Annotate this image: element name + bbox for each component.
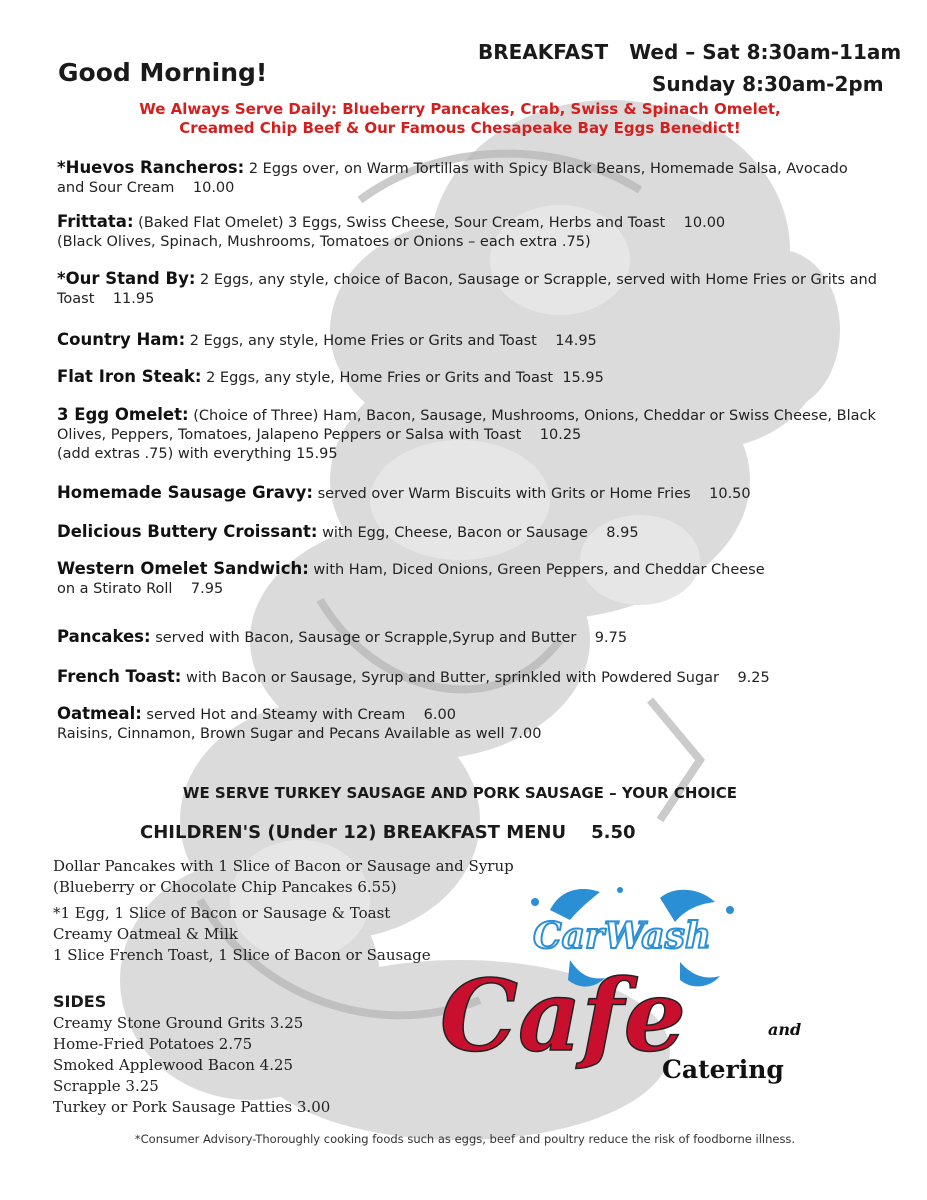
item-desc: served over Warm Biscuits with Grits or Home Fries xyxy=(313,486,691,502)
item-name: *Our Stand By: xyxy=(57,269,196,288)
breakfast-hours-sunday: Sunday 8:30am-2pm xyxy=(652,72,884,96)
item-desc: (Choice of Three) Ham, Bacon, Sausage, Mushrooms, Onions, Cheddar or Swiss Cheese, Black Olives, Peppers, Tomatoes, Jalapeno Peppers or Salsa with Toast xyxy=(57,408,876,443)
item-price: 10.00 xyxy=(192,180,235,196)
kids-item-line: *1 Egg, 1 Slice of Bacon or Sausage & Toast xyxy=(53,904,391,922)
sausage-notice: WE SERVE TURKEY SAUSAGE AND PORK SAUSAGE – YOUR CHOICE xyxy=(182,784,738,802)
item-price: 10.25 xyxy=(539,427,582,443)
item-name: *Huevos Rancheros: xyxy=(57,158,245,177)
item-name: French Toast: xyxy=(57,667,182,686)
side-item: Creamy Stone Ground Grits 3.25 xyxy=(53,1014,304,1032)
menu-item-frittata xyxy=(57,212,877,252)
side-item: Smoked Applewood Bacon 4.25 xyxy=(53,1056,294,1074)
menu-item-french-toast xyxy=(57,667,877,688)
item-price: 10.00 xyxy=(683,215,726,231)
item-name: Delicious Buttery Croissant: xyxy=(57,522,318,541)
menu-item-western-omelet-sandwich xyxy=(57,559,877,599)
item-desc: 2 Eggs, any style, Home Fries or Grits and Toast xyxy=(185,333,537,349)
item-desc: served with Bacon, Sausage or Scrapple,Syrup and Butter xyxy=(150,630,577,646)
daily-specials-line2: Creamed Chip Beef & Our Famous Chesapeake Bay Eggs Benedict! xyxy=(179,119,741,137)
kids-items-more xyxy=(53,903,431,966)
item-name: Frittata: xyxy=(57,212,134,231)
menu-item-pancakes xyxy=(57,627,877,648)
menu-item-huevos-rancheros xyxy=(57,158,877,198)
daily-specials xyxy=(100,100,820,138)
greeting-title: Good Morning! xyxy=(58,58,268,87)
menu-item-croissant xyxy=(57,522,877,543)
item-desc: with Bacon or Sausage, Syrup and Butter, sprinkled with Powdered Sugar xyxy=(181,670,719,686)
item-desc: (Baked Flat Omelet) 3 Eggs, Swiss Cheese, Sour Cream, Herbs and Toast xyxy=(133,215,666,231)
logo-script-text: Cafe xyxy=(440,959,687,1074)
side-item: Turkey or Pork Sausage Patties 3.00 xyxy=(53,1098,331,1116)
item-name: Flat Iron Steak: xyxy=(57,367,202,386)
logo-brand-text: CarWash xyxy=(533,915,712,957)
menu-item-our-stand-by xyxy=(57,269,877,309)
item-name: Pancakes: xyxy=(57,627,151,646)
carwash-cafe-logo xyxy=(430,880,830,1090)
menu-item-flat-iron-steak xyxy=(57,367,877,388)
item-name: Homemade Sausage Gravy: xyxy=(57,483,313,502)
item-desc-2: on a Stirato Roll xyxy=(57,581,173,597)
item-desc: with Egg, Cheese, Bacon or Sausage xyxy=(317,525,588,541)
item-desc: served Hot and Steamy with Cream xyxy=(141,707,406,723)
consumer-advisory: *Consumer Advisory-Thoroughly cooking foods such as eggs, beef and poultry reduce the risk of foodborne illness. xyxy=(134,1132,796,1146)
logo-and-text: and xyxy=(768,1020,802,1039)
item-price: 6.00 xyxy=(423,707,456,723)
breakfast-hours-weekday: BREAKFAST Wed – Sat 8:30am-11am xyxy=(478,40,902,64)
item-extra: (Black Olives, Spinach, Mushrooms, Tomatoes or Onions – each extra .75) xyxy=(57,234,591,250)
kids-item-line: (Blueberry or Chocolate Chip Pancakes 6.55) xyxy=(53,878,397,896)
kids-item-line: Dollar Pancakes with 1 Slice of Bacon or Sausage and Syrup xyxy=(53,857,514,875)
item-price: 8.95 xyxy=(606,525,639,541)
item-desc: 2 Eggs over, on Warm Tortillas with Spicy Black Beans, Homemade Salsa, Avocado and Sour Cream xyxy=(57,161,848,196)
item-price: 11.95 xyxy=(112,291,155,307)
logo-catering-text: Catering xyxy=(662,1055,784,1084)
menu-item-sausage-gravy xyxy=(57,483,877,504)
item-name: Oatmeal: xyxy=(57,704,142,723)
item-name: Western Omelet Sandwich: xyxy=(57,559,309,578)
item-name: 3 Egg Omelet: xyxy=(57,405,189,424)
item-desc: 2 Eggs, any style, Home Fries or Grits and Toast xyxy=(201,370,554,386)
sides-list xyxy=(53,1013,330,1118)
daily-specials-line1: We Always Serve Daily: Blueberry Pancakes, Crab, Swiss & Spinach Omelet, xyxy=(139,100,781,118)
kids-item-line: Creamy Oatmeal & Milk xyxy=(53,925,238,943)
item-price: 7.95 xyxy=(190,581,224,597)
childrens-menu-title: CHILDREN'S (Under 12) BREAKFAST MENU 5.50 xyxy=(140,822,636,843)
item-extra: (add extras .75) with everything 15.95 xyxy=(57,446,338,462)
item-extra: Raisins, Cinnamon, Brown Sugar and Pecans Available as well 7.00 xyxy=(57,726,542,742)
item-price: 14.95 xyxy=(555,333,597,349)
item-price: 15.95 xyxy=(562,370,604,386)
item-desc: with Ham, Diced Onions, Green Peppers, and Cheddar Cheese xyxy=(308,562,765,578)
sides-heading: SIDES xyxy=(53,992,107,1011)
item-price: 9.25 xyxy=(737,670,770,686)
side-item: Home-Fried Potatoes 2.75 xyxy=(53,1035,253,1053)
item-price: 9.75 xyxy=(594,630,628,646)
item-price: 10.50 xyxy=(709,486,751,502)
item-desc: 2 Eggs, any style, choice of Bacon, Sausage or Scrapple, served with Home Fries or Grits and Toast xyxy=(57,272,877,307)
menu-item-oatmeal xyxy=(57,704,877,744)
kids-item-line: 1 Slice French Toast, 1 Slice of Bacon or Sausage xyxy=(53,946,431,964)
item-name: Country Ham: xyxy=(57,330,186,349)
menu-item-3-egg-omelet xyxy=(57,405,877,464)
menu-item-country-ham xyxy=(57,330,877,351)
side-item: Scrapple 3.25 xyxy=(53,1077,159,1095)
